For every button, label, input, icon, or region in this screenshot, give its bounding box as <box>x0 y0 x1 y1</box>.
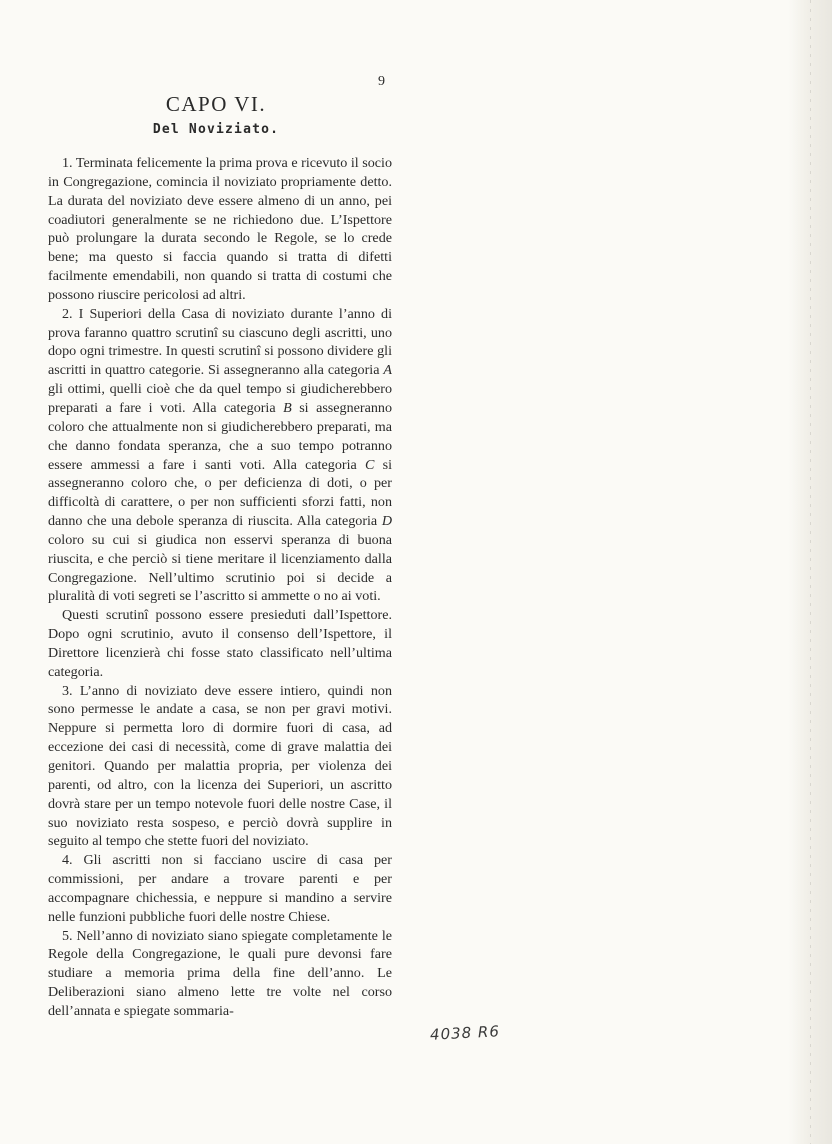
category-b: B <box>283 399 292 416</box>
paragraph-2-part-1: 2. I Superiori della Casa di noviziato durante l’anno di prova faranno quattro scrutinî su ciascuno degli ascritti, uno dopo ogni trimestre. In questi scrutinî si possono dividere gli ascritti in quattro categorie. Si assegneranno alla categoria <box>48 305 392 379</box>
paragraph-4: 3. L’anno di noviziato deve essere intiero, quindi non sono permesse le andate a casa, se non per gravi motivi. Neppure si permetta loro di dormire fuori di casa, ad eccezione dei casi di necessità, come di grave malattia dei genitori. Quando per malattia propria, per violenza dei parenti, od altro, con la licenza dei Superiori, un ascritto dovrà stare per un tempo notevole fuori delle nostre Case, il suo noviziato resta sospeso, e perciò dovrà supplire in seguito al tempo che stette fuori del noviziato. <box>48 682 392 850</box>
paragraph-3: Questi scrutinî possono essere presieduti dall’Ispettore. Dopo ogni scrutinio, avuto il consenso dell’Ispettore, il Direttore licenzierà chi fosse stato classificato nell’ultima categoria. <box>48 607 392 680</box>
paragraph-2 <box>48 305 392 607</box>
section-title: Del Noviziato. <box>152 122 280 137</box>
paragraph-1: 1. Terminata felicemente la prima prova e ricevuto il socio in Congregazione, comincia il noviziato propriamente detto. La durata del noviziato deve essere almeno di un anno, pei coadiutori generalmente se ne richiedono due. L’Ispettore può prolungare la durata secondo le Regole, se lo crede bene; ma questo si faccia quando si tratta di difetti facilmente emendabili, non quando si tratta di costumi che possono riuscire pericolosi ad altri. <box>48 155 392 303</box>
paragraph-2-part-3: si assegneranno coloro che attualmente non si giudicherebbero preparati, ma che danno fondata speranza, che a suo tempo potranno essere ammessi a fare i santi voti. Alla categoria <box>48 399 392 473</box>
scan-edge <box>788 0 832 1144</box>
category-a: A <box>383 362 392 379</box>
paragraph-2-part-4: si assegneranno coloro che, o per deficienza di doti, o per difficoltà di carattere, o per non sufficienti sforzi fatti, non danno che una debole speranza di riuscita. Alla categoria <box>48 456 392 530</box>
handwritten-margin-note: 4038 R6 <box>429 1022 501 1044</box>
category-c: C <box>364 456 375 473</box>
paragraph-2-part-5: coloro su cui si giudica non esservi speranza di buona riuscita, e che perciò si tiene meritare il licenziamento dalla Congregazione. Nell’ultimo scrutinio poi si decide a pluralità di voti segreti se l’ascritto si ammette o no ai voti. <box>48 531 392 605</box>
paragraph-2-part-2: gli ottimi, quelli cioè che da quel tempo si giudicherebbero preparati a fare i voti. Alla categoria <box>48 381 392 416</box>
page-number: 9 <box>378 74 385 89</box>
scan-edge-line <box>810 0 811 1144</box>
body-text <box>48 154 392 1021</box>
paragraph-5: 4. Gli ascritti non si facciano uscire di casa per commissioni, per andare a trovare parenti e per accompagnare chichessia, e neppure si mandino a servire nelle funzioni pubbliche fuori delle nostre Chiese. <box>48 852 392 925</box>
chapter-title: CAPO VI. <box>165 92 267 116</box>
paragraph-6: 5. Nell’anno di noviziato siano spiegate completamente le Regole della Congregazione, le quali pure devonsi fare studiare a memoria prima della fine dell’anno. Le Deliberazioni siano almeno lette tre volte nel corso dell’annata e spiegate sommaria- <box>48 927 392 1019</box>
category-d: D <box>381 513 393 530</box>
